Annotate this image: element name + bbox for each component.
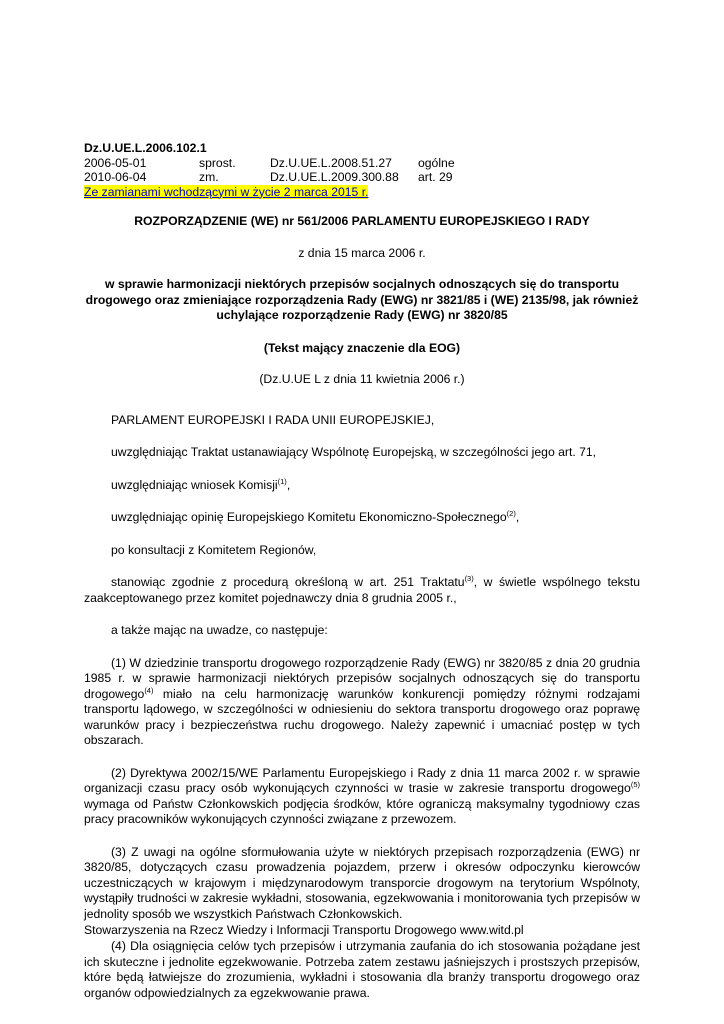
amendment-type: sprost. bbox=[199, 155, 236, 170]
amendment-ref: Dz.U.UE.L.2009.300.88 bbox=[270, 170, 399, 184]
amendment-scope: art. 29 bbox=[418, 170, 453, 184]
page-footer: Stowarzyszenia na Rzecz Wiedzy i Informacji Transportu Drogowego www.witd.pl bbox=[84, 923, 524, 937]
document-page bbox=[84, 141, 640, 1001]
footnote-ref[interactable]: (1) bbox=[277, 476, 287, 486]
recital-2: (2) Dyrektywa 2002/15/WE Parlamentu Europejskiego i Rady z dnia 11 marca 2002 r. w sprawie organizacji czasu pracy osób wykonujących czynności w trasie w zakresie transportu drogowego$^{(5)}$ wymaga od Państw Członkowskich podjęcia środków, które ograniczą maksymalny tygodniowy czas pracy pracowników wykonujących czynności związane z przewozem. bbox=[84, 765, 640, 826]
amendment-ref: Dz.U.UE.L.2008.51.27 bbox=[270, 155, 392, 170]
regulation-subject: w sprawie harmonizacji niektórych przepisów socjalnych odnoszących się do transportu drogowego oraz zmieniające rozporządzenia Rady (EWG) nr 3821/85 i (WE) 2135/98, jak również uchylające rozporządzenie Rady (EWG) nr 3820/85 bbox=[85, 277, 639, 322]
amendment-scope: ogólne bbox=[418, 155, 455, 170]
publication-info: (Dz.U.UE L z dnia 11 kwietnia 2006 r.) bbox=[259, 371, 465, 386]
citation-procedure: stanowiąc zgodnie z procedurą określoną w art. 251 Traktatu$^{(3)}$, w świetle wspólnego tekstu zaakceptowanego przez komitet pojednawczy dnia 8 grudnia 2005 r., bbox=[84, 574, 640, 605]
recital-1: (1) W dziedzinie transportu drogowego rozporządzenie Rady (EWG) nr 3820/85 z dnia 20 grudnia 1985 r. w sprawie harmonizacji niektórych przepisów socjalnych odnoszących się do transportu drogowego$^{(4)}$ miało na celu harmonizację warunków konkurencji pomiędzy różnymi rodzajami transportu lądowego, w szczególności w odniesieniu do sektora transportu drogowego oraz poprawę warunków pracy i bezpieczeństwa ruchu drogowego. Należy zapewnić i umacniać postęp w tych obszarach. bbox=[84, 655, 640, 747]
footnote-ref[interactable]: (4) bbox=[144, 685, 154, 695]
citation-eesc: uwzględniając opinię Europejskiego Komitetu Ekonomiczno-Społecznego$^{(2)}$, bbox=[111, 509, 520, 524]
footnote-ref[interactable]: (2) bbox=[506, 509, 516, 518]
amendment-type: zm. bbox=[199, 170, 219, 184]
amendment-date: 2010-06-04 bbox=[84, 170, 147, 184]
footnote-ref[interactable]: (3) bbox=[464, 574, 474, 583]
amendment-date: 2006-05-01 bbox=[84, 155, 147, 170]
amendment-row bbox=[84, 156, 640, 171]
eea-relevance: (Tekst mający znaczenie dla EOG) bbox=[263, 340, 461, 355]
citation-regions: po konsultacji z Komitetem Regionów, bbox=[111, 542, 317, 557]
regulation-title: ROZPORZĄDZENIE (WE) nr 561/2006 PARLAMENTU EUROPEJSKIEGO I RADY bbox=[134, 214, 590, 228]
citation-commission: uwzględniając wniosek Komisji$^{(1)}$, bbox=[111, 476, 291, 492]
preamble-institutions: PARLAMENT EUROPEJSKI I RADA UNII EUROPEJSKIEJ, bbox=[111, 412, 435, 427]
document-metadata bbox=[84, 141, 640, 199]
citation-treaty: uwzględniając Traktat ustanawiający Wspólnotę Europejską, w szczególności jego art. 71, bbox=[111, 445, 597, 459]
amendment-row bbox=[84, 170, 640, 185]
footnote-ref[interactable]: (5) bbox=[630, 780, 640, 789]
amendment-link[interactable]: Ze zamianami wchodzącymi w życie 2 marca 2015 r. bbox=[84, 184, 369, 199]
regulation-date: z dnia 15 marca 2006 r. bbox=[298, 246, 426, 260]
recital-3: (3) Z uwagi na ogólne sformułowania użyte w niektórych przepisach rozporządzenia (EWG) nr 3820/85, dotyczących czasu prowadzenia pojazdem, przerw i okresów odpoczynku kierowców uczestniczących w krajowym i międzynarodowym transporcie drogowym na terytorium Wspólnoty, wystąpiły trudności w zakresie wykładni, stosowania, egzekwowania i monitorowania tych przepisów w jednolity sposób we wszystkich Państwach Członkowskich. bbox=[84, 844, 640, 921]
recital-4: (4) Dla osiągnięcia celów tych przepisów i utrzymania zaufania do ich stosowania pożądane jest ich skuteczne i jednolite egzekwowanie. Potrzeba zatem zestawu jaśniejszych i prostszych przepisów, które będą łatwiejsze do zrozumienia, wykładni i stosowania dla branży transportu drogowego oraz organów odpowiedzialnych za egzekwowanie prawa. bbox=[84, 939, 640, 1000]
document-id: Dz.U.UE.L.2006.102.1 bbox=[84, 141, 207, 155]
whereas-intro: a także mając na uwadze, co następuje: bbox=[111, 623, 328, 637]
